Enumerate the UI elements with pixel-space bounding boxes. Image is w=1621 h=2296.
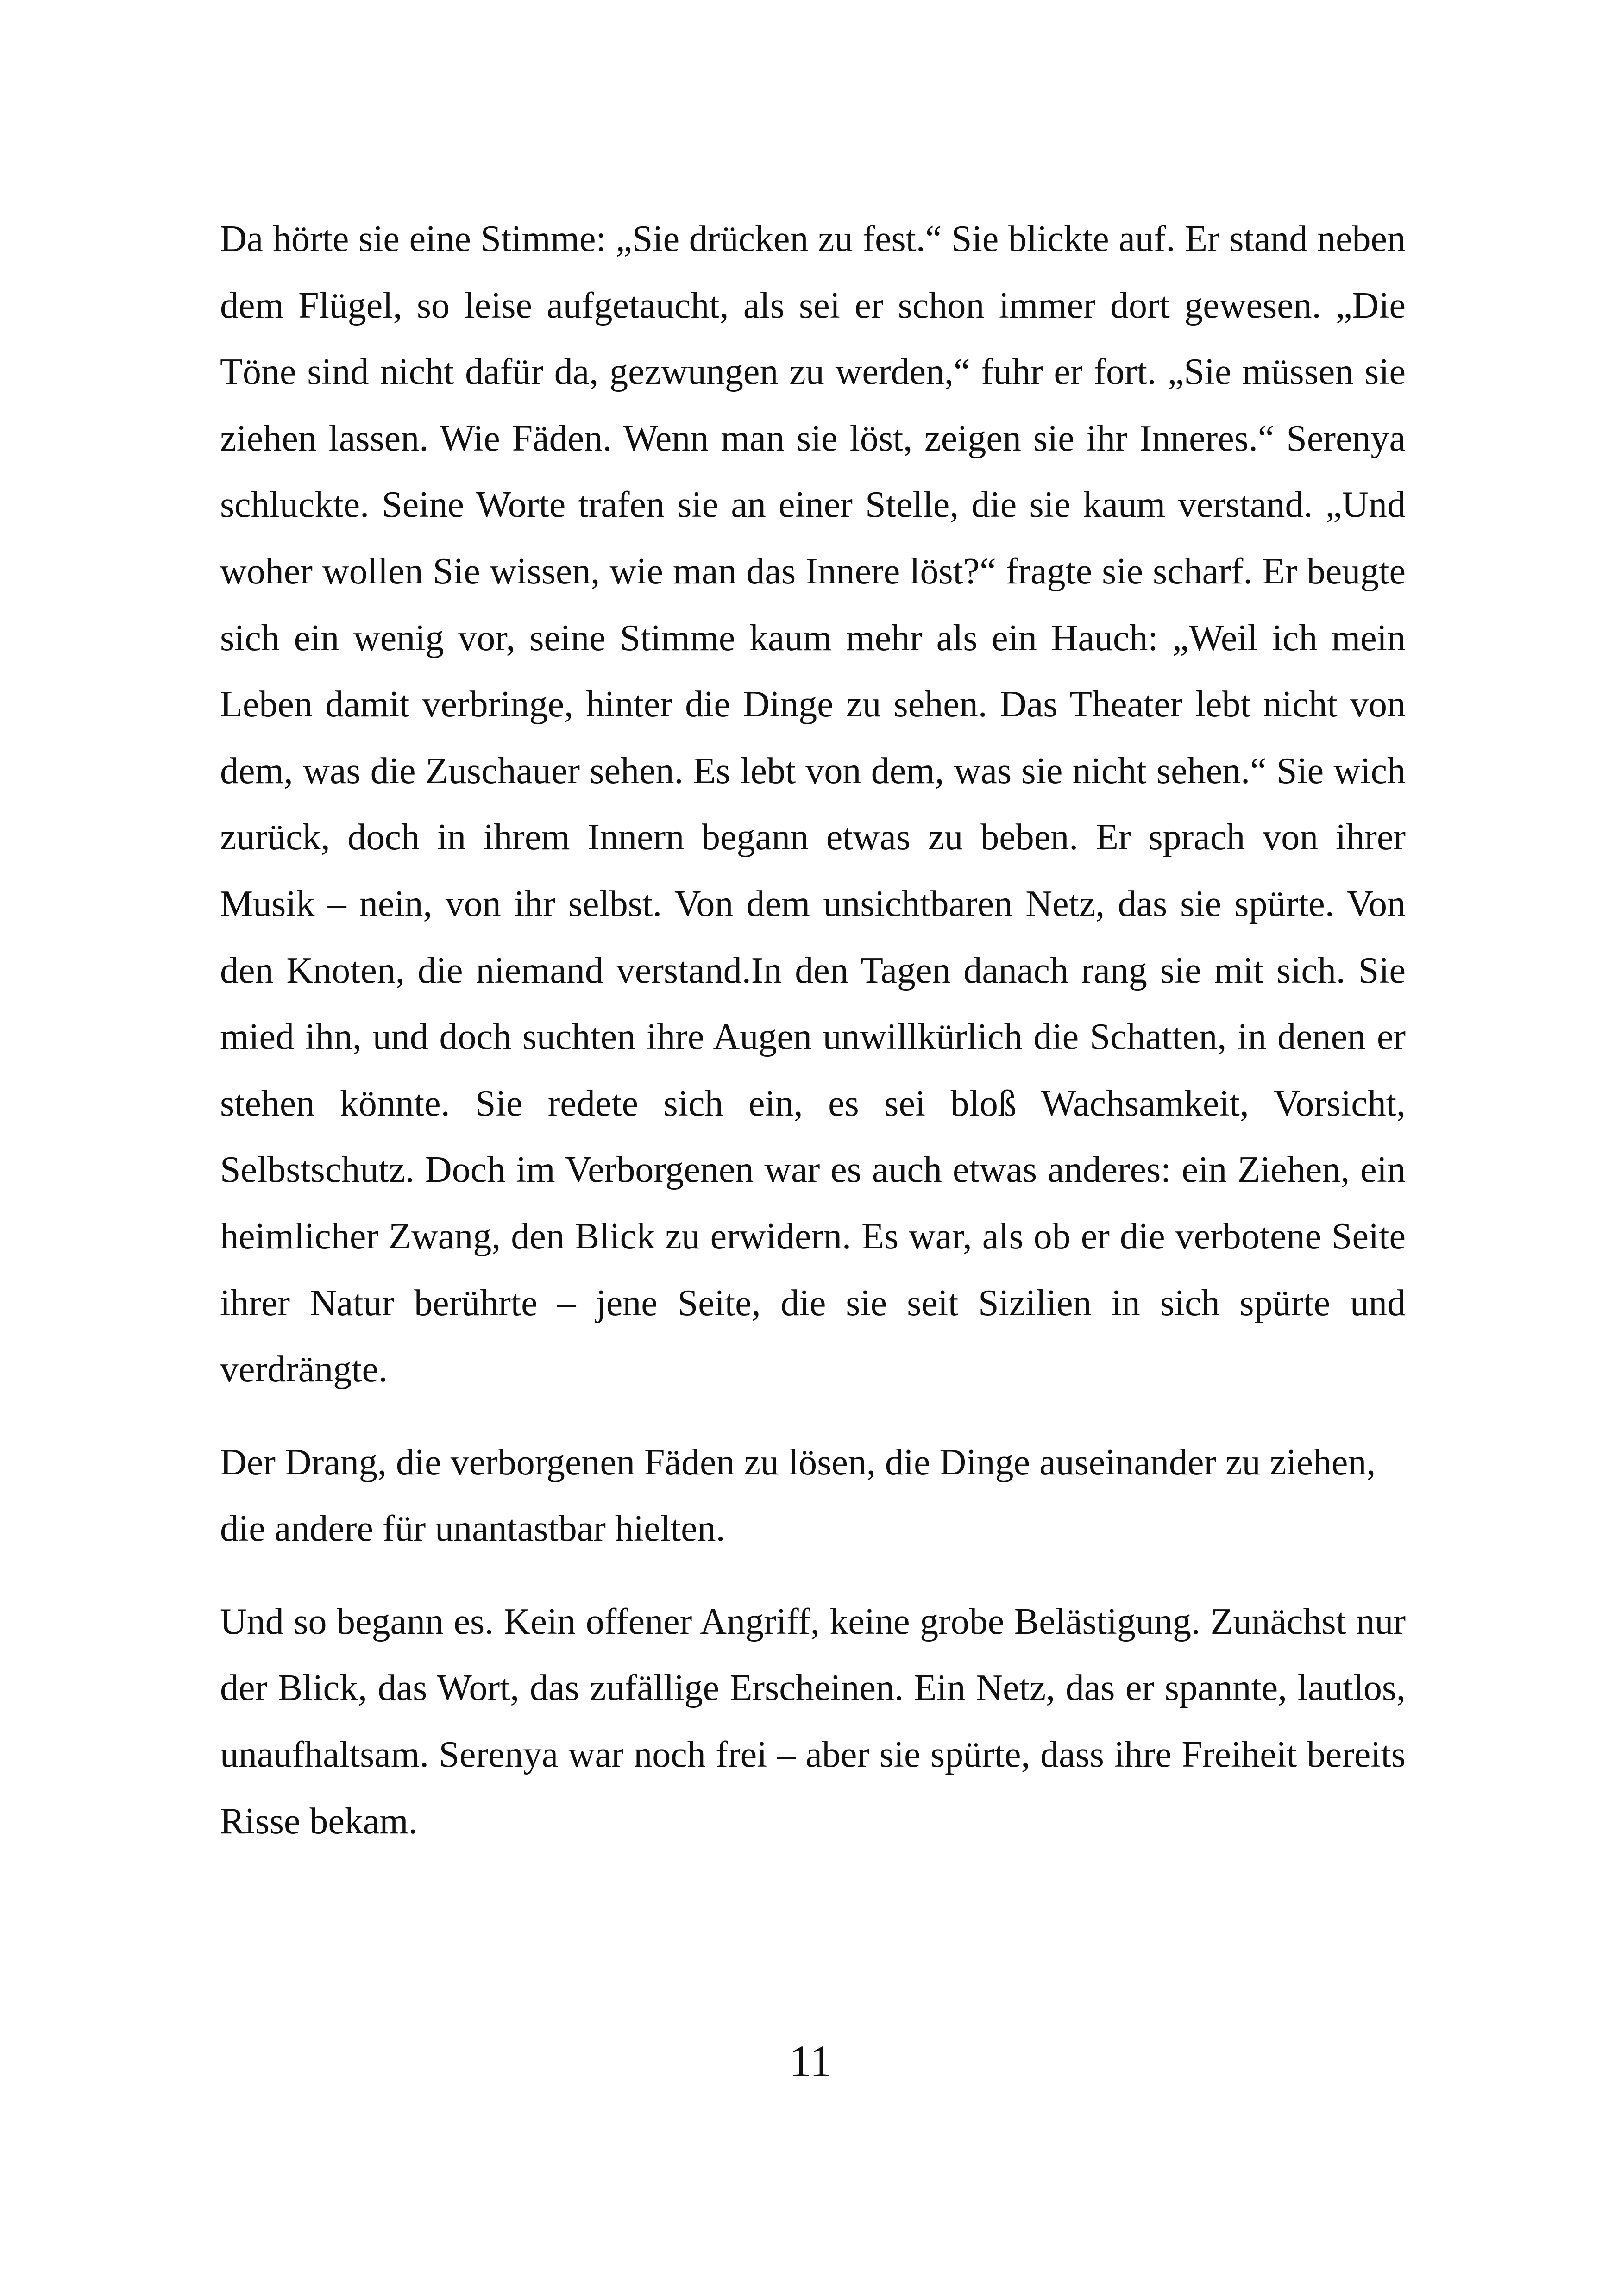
paragraph-3: Und so begann es. Kein offener Angriff, keine grobe Belästigung. Zunächst nur der Blick, das Wort, das zufällige Erscheinen. Ein Netz, das er spannte, lautlos, unaufhaltsam. Serenya war noch frei – aber sie spürte, dass ihre Freiheit bereits Risse bekam. [220, 1601, 1406, 1842]
page-number: 11 [789, 2036, 832, 2086]
paragraph-2: Der Drang, die verborgenen Fäden zu lösen, die Dinge auseinander zu ziehen, die andere für unantastbar hielten. [220, 1442, 1376, 1549]
page-body [220, 206, 1406, 1855]
paragraph-1: Da hörte sie eine Stimme: „Sie drücken zu fest.“ Sie blickte auf. Er stand neben dem Flügel, so leise aufgetaucht, als sei er schon immer dort gewesen. „Die Töne sind nicht dafür da, gezwungen zu werden,“ fuhr er fort. „Sie müssen sie ziehen lassen. Wie Fäden. Wenn man sie löst, zeigen sie ihr Inneres.“ Serenya schluckte. Seine Worte trafen sie an einer Stelle, die sie kaum verstand. „Und woher wollen Sie wissen, wie man das Innere löst?“ fragte sie scharf. Er beugte sich ein wenig vor, seine Stimme kaum mehr als ein Hauch: „Weil ich mein Leben damit verbringe, hinter die Dinge zu sehen. Das Theater lebt nicht von dem, was die Zuschauer sehen. Es lebt von dem, was sie nicht sehen.“ Sie wich zurück, doch in ihrem Innern begann etwas zu beben. Er sprach von ihrer Musik – nein, von ihr selbst. Von dem unsichtbaren Netz, das sie spürte. Von den Knoten, die niemand verstand.In den Tagen danach rang sie mit sich. Sie mied ihn, und doch suchten ihre Augen unwillkürlich die Schatten, in denen er stehen könnte. Sie redete sich ein, es sei bloß Wachsamkeit, Vorsicht, Selbstschutz. Doch im Verborgenen war es auch etwas anderes: ein Ziehen, ein heimlicher Zwang, den Blick zu erwidern. Es war, als ob er die verbotene Seite ihrer Natur berührte – jene Seite, die sie seit Sizilien in sich spürte und verdrängte. [220, 219, 1406, 1390]
